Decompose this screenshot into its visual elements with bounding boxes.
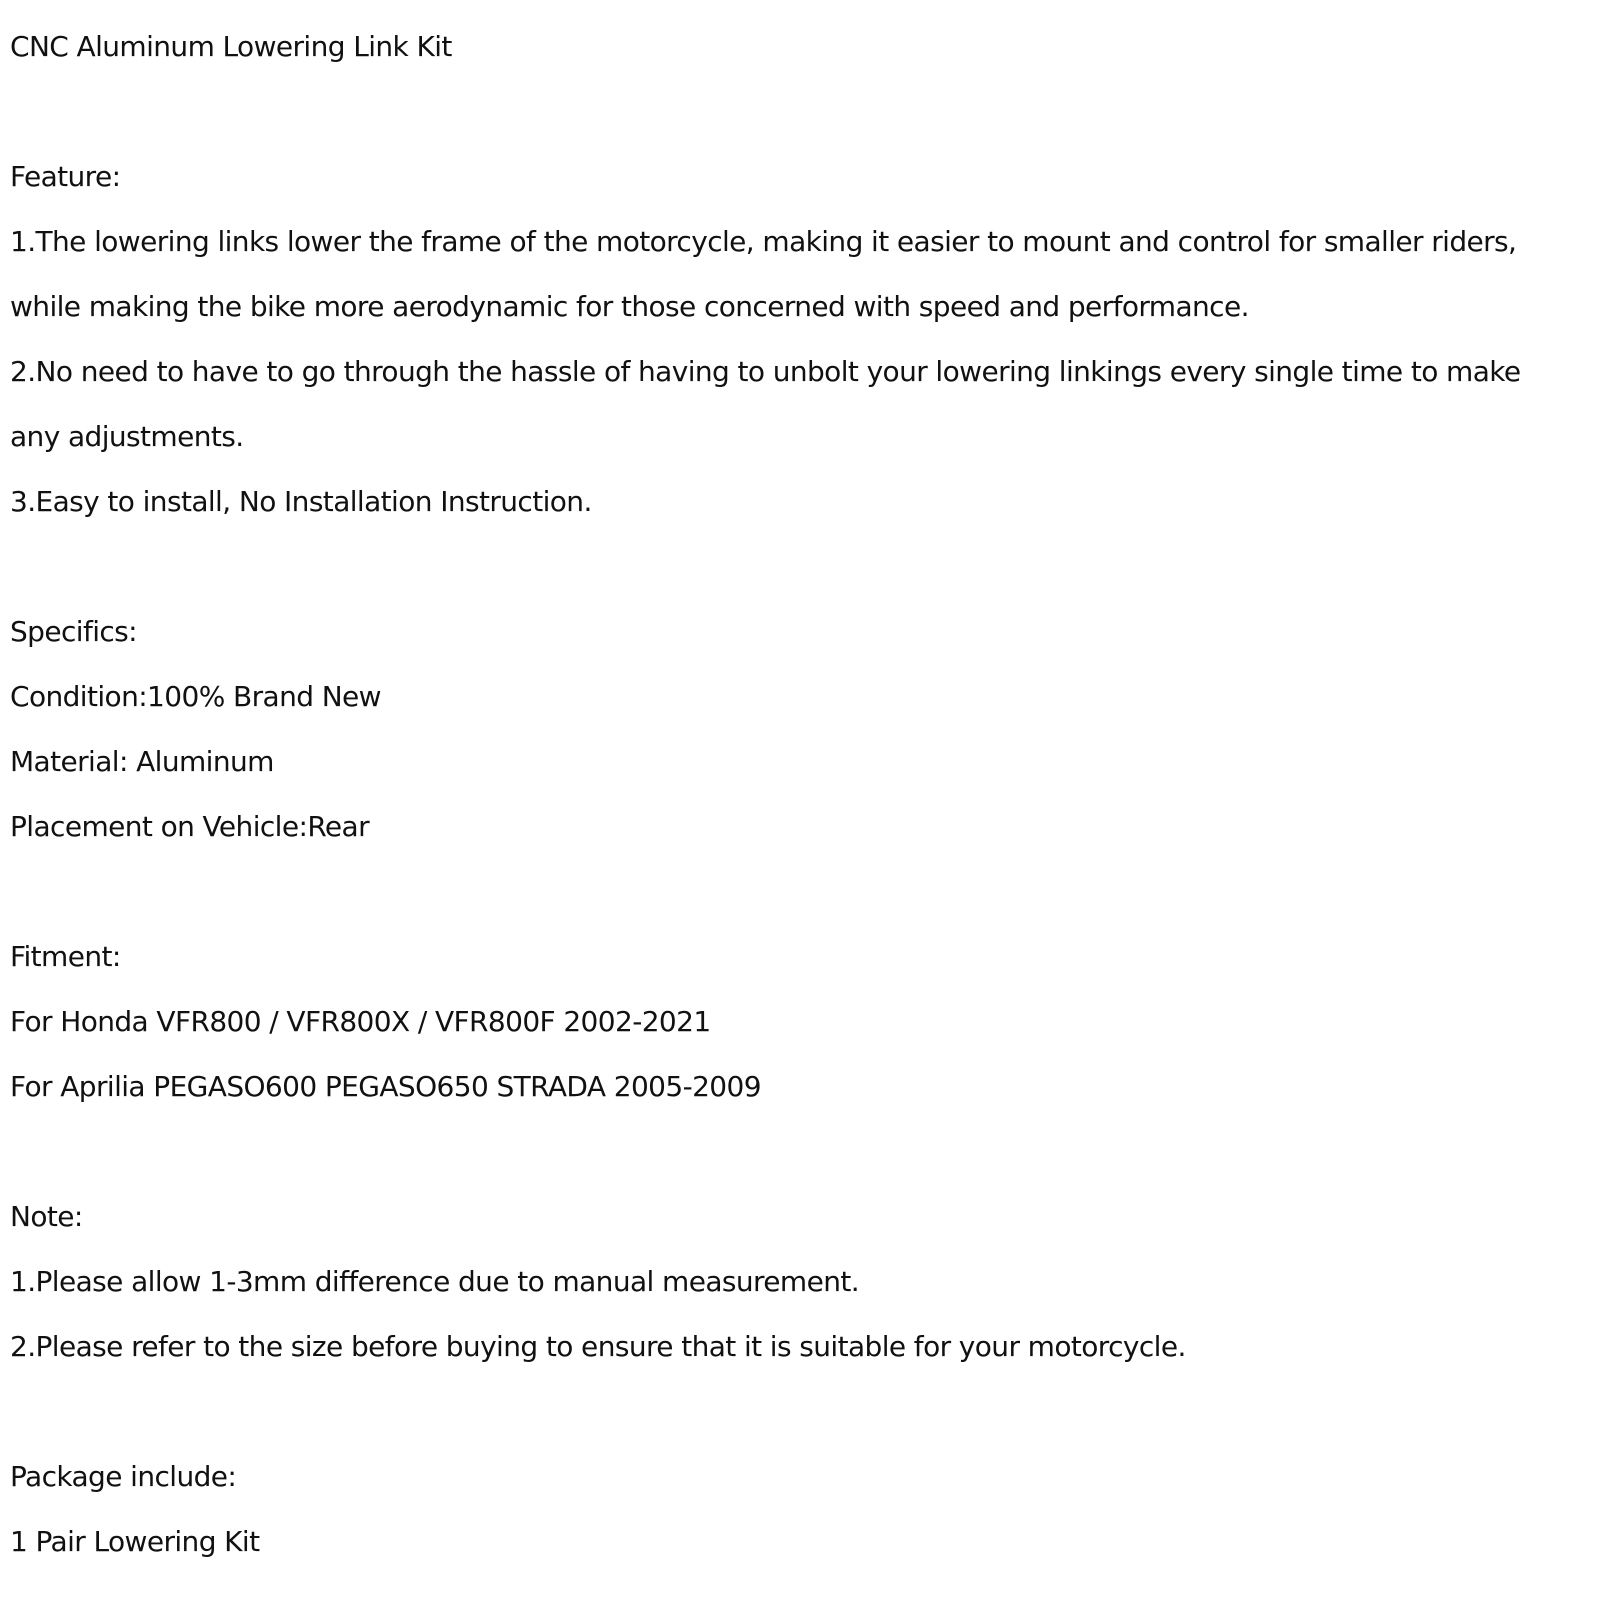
fitment-line: For Honda VFR800 / VFR800X / VFR800F 2002-2021 bbox=[10, 1005, 711, 1038]
feature-line: 2.No need to have to go through the hassle of having to unbolt your lowering linkings every single time to make bbox=[10, 355, 1521, 388]
feature-line: while making the bike more aerodynamic for those concerned with speed and performance. bbox=[10, 290, 1249, 323]
specifics-line: Condition:100% Brand New bbox=[10, 680, 381, 713]
note-line: 1.Please allow 1-3mm difference due to manual measurement. bbox=[10, 1265, 860, 1298]
spacer bbox=[10, 534, 1600, 599]
feature-heading: Feature: bbox=[10, 160, 121, 193]
specifics-line: Material: Aluminum bbox=[10, 745, 274, 778]
package-line: 1 Pair Lowering Kit bbox=[10, 1525, 260, 1558]
fitment-heading: Fitment: bbox=[10, 940, 121, 973]
feature-line: any adjustments. bbox=[10, 420, 244, 453]
product-title: CNC Aluminum Lowering Link Kit bbox=[10, 30, 452, 63]
spacer bbox=[10, 1379, 1600, 1444]
spacer bbox=[10, 859, 1600, 924]
feature-line: 3.Easy to install, No Installation Instruction. bbox=[10, 485, 592, 518]
package-heading: Package include: bbox=[10, 1460, 237, 1493]
note-heading: Note: bbox=[10, 1200, 83, 1233]
feature-line: 1.The lowering links lower the frame of the motorcycle, making it easier to mount and control for smaller riders, bbox=[10, 225, 1517, 258]
spacer bbox=[10, 1119, 1600, 1184]
fitment-line: For Aprilia PEGASO600 PEGASO650 STRADA 2005-2009 bbox=[10, 1070, 761, 1103]
specifics-line: Placement on Vehicle:Rear bbox=[10, 810, 370, 843]
note-line: 2.Please refer to the size before buying to ensure that it is suitable for your motorcycle. bbox=[10, 1330, 1186, 1363]
specifics-heading: Specifics: bbox=[10, 615, 138, 648]
spacer bbox=[10, 79, 1600, 144]
